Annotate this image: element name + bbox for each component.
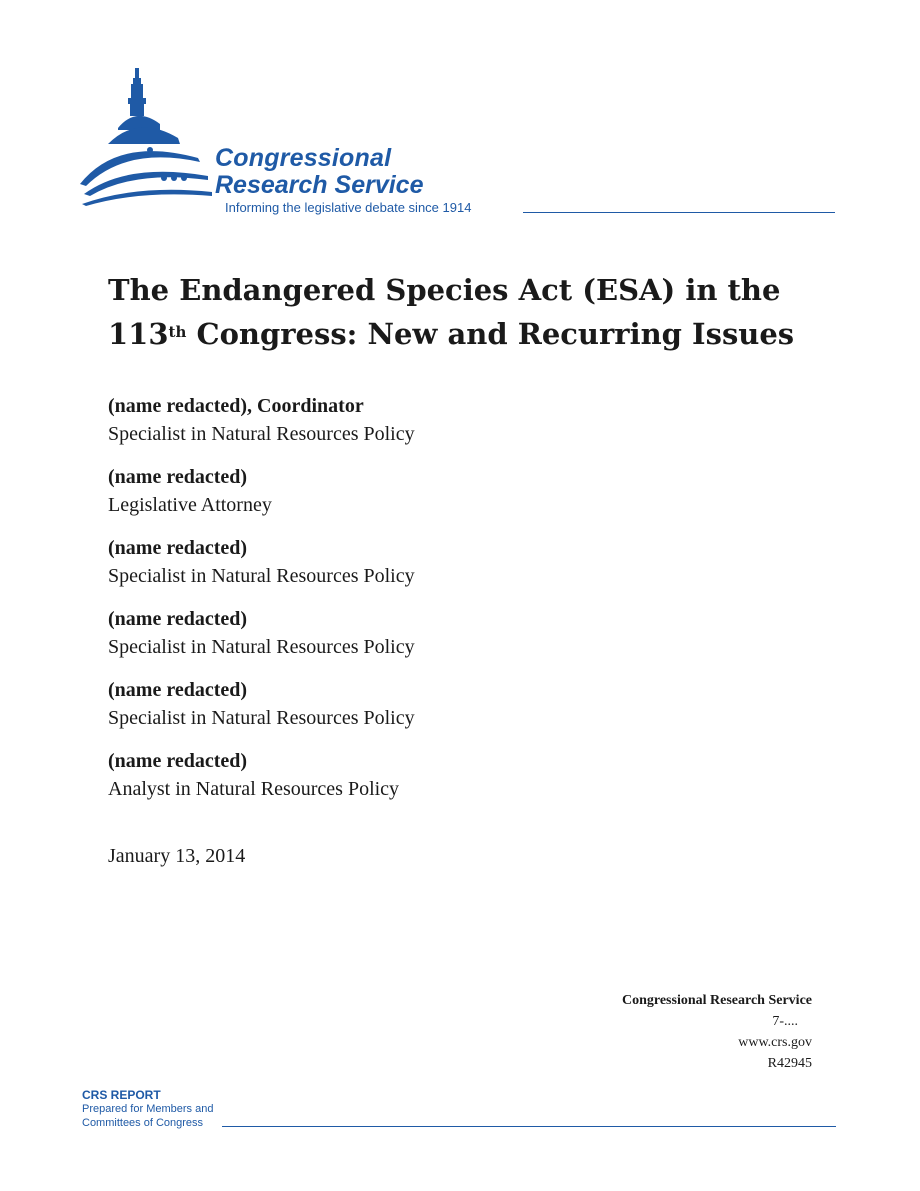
author-entry (108, 463, 708, 519)
author-entry (108, 747, 708, 803)
info-org: Congressional Research Service (621, 993, 812, 1008)
footer-line-2: Prepared for Members and (82, 1103, 214, 1115)
info-url[interactable]: www.crs.gov (738, 1035, 812, 1050)
crs-report-footer (82, 1088, 213, 1130)
author-name: (name redacted), Coordinator (108, 395, 364, 417)
author-name: (name redacted) (108, 608, 248, 630)
footer-line-1: CRS REPORT (82, 1088, 161, 1102)
author-name: (name redacted) (108, 679, 248, 701)
author-entry (108, 676, 708, 732)
title-part-1: The Endangered Species Act (ESA) in the (108, 273, 781, 307)
title-part-2: Congress: New and Recurring Issues (186, 317, 795, 351)
title-sup: th (168, 323, 187, 341)
brand-tagline: Informing the legislative debate since 1914 (225, 200, 472, 215)
crs-wordmark (215, 146, 423, 198)
author-entry (108, 392, 708, 448)
brand-line-2: Research Service (215, 171, 424, 199)
title-number: 113 (108, 317, 169, 351)
author-role: Specialist in Natural Resources Policy (108, 423, 415, 445)
report-info (560, 990, 812, 1074)
author-entry (108, 534, 708, 590)
footer-line-3: Committees of Congress (82, 1117, 204, 1129)
info-phone-text: 7-.... (772, 1014, 798, 1029)
report-title (108, 268, 828, 356)
author-entry (108, 605, 708, 661)
author-name: (name redacted) (108, 466, 248, 488)
author-role: Analyst in Natural Resources Policy (108, 778, 400, 800)
report-date: January 13, 2014 (108, 845, 246, 867)
author-name: (name redacted) (108, 537, 248, 559)
author-role: Legislative Attorney (108, 494, 272, 516)
author-role: Specialist in Natural Resources Policy (108, 707, 415, 729)
tagline-rule (523, 212, 835, 213)
author-role: Specialist in Natural Resources Policy (108, 636, 415, 658)
author-list (108, 392, 708, 818)
author-name: (name redacted) (108, 750, 248, 772)
crs-logo (78, 66, 838, 226)
info-phone (560, 1011, 812, 1032)
brand-line-1: Congressional (215, 144, 392, 172)
capitol-dome-icon (78, 66, 228, 226)
info-report-id: R42945 (767, 1056, 812, 1071)
author-role: Specialist in Natural Resources Policy (108, 565, 415, 587)
footer-rule (222, 1126, 836, 1127)
